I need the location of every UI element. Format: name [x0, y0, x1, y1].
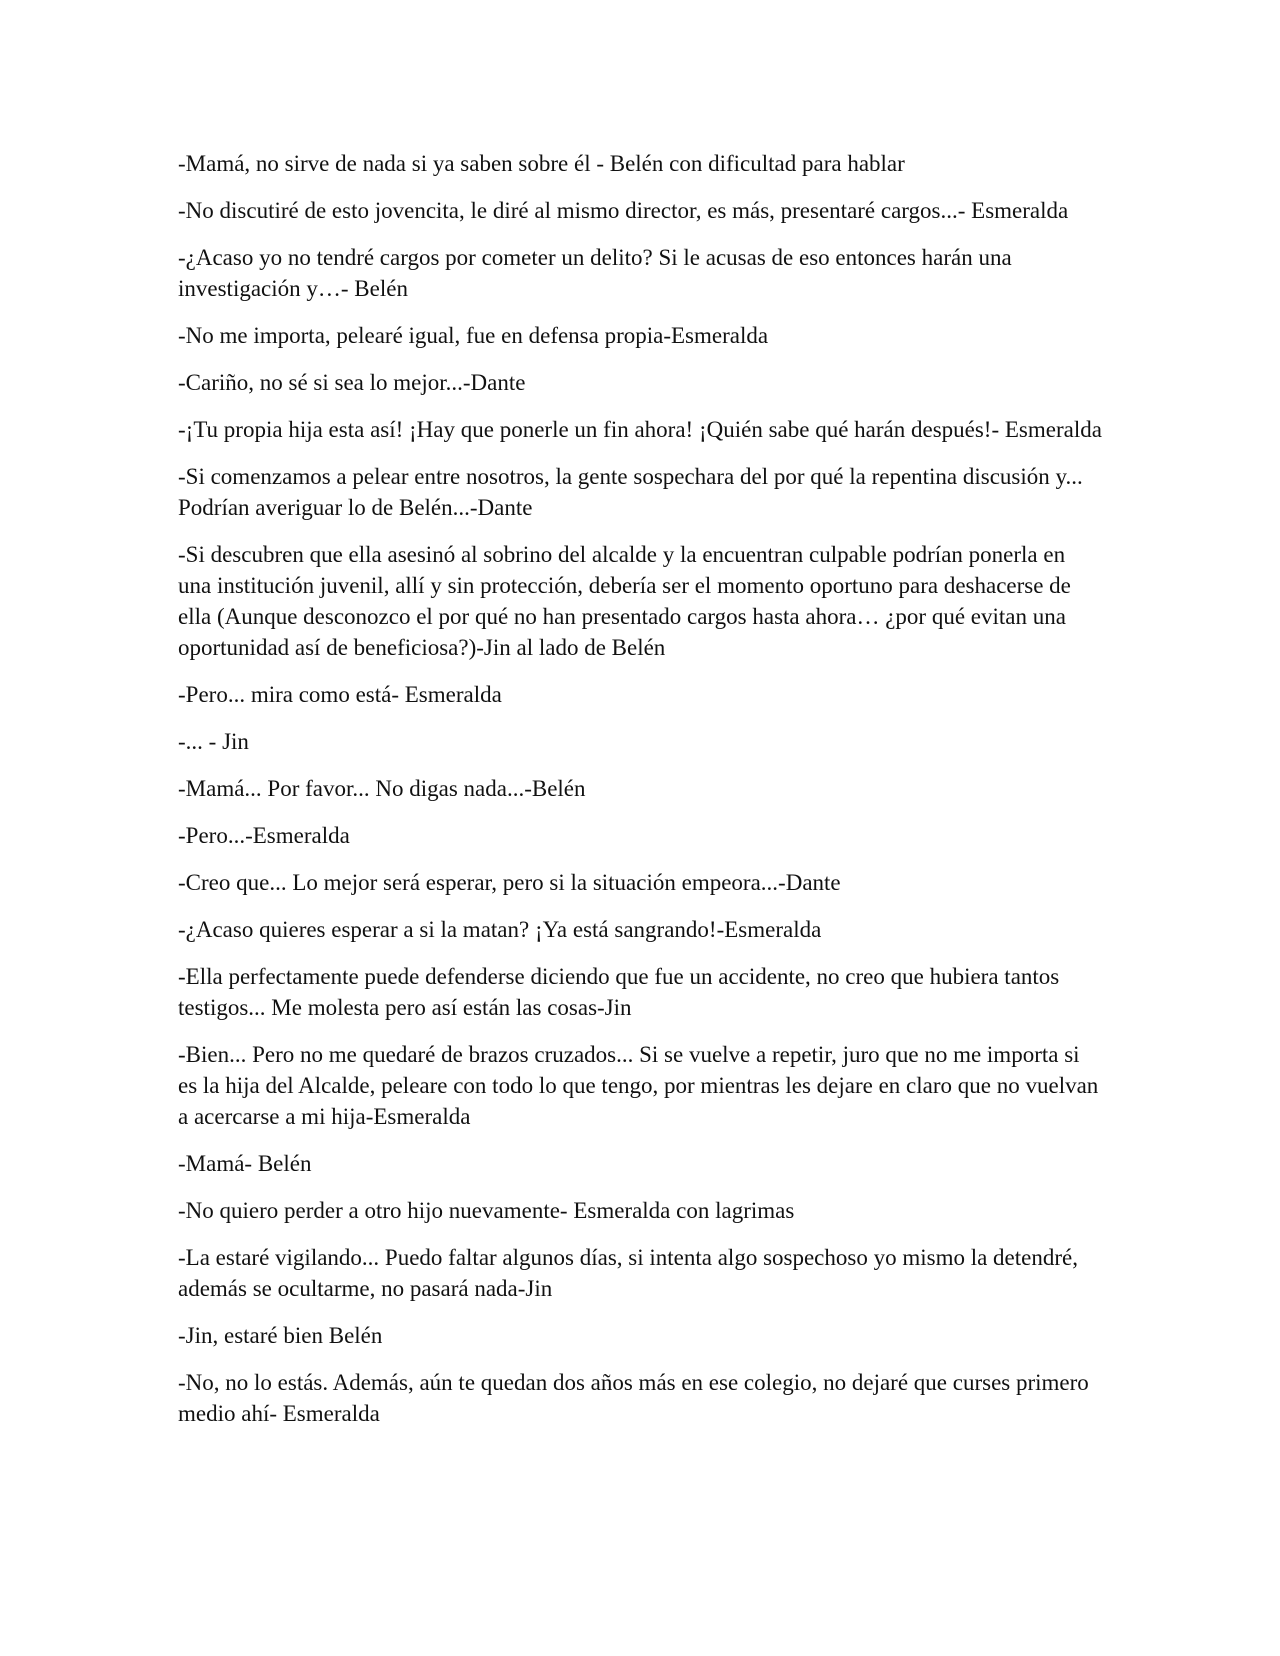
paragraph: -Mamá- Belén: [178, 1151, 312, 1176]
document-body: [178, 148, 1103, 1445]
paragraph: -Creo que... Lo mejor será esperar, pero si la situación empeora...-Dante: [178, 870, 841, 895]
paragraph: -... - Jin: [178, 729, 249, 754]
paragraph: -No me importa, pelearé igual, fue en defensa propia-Esmeralda: [178, 323, 769, 348]
paragraph: -No quiero perder a otro hijo nuevamente- Esmeralda con lagrimas: [178, 1198, 795, 1223]
paragraph: -La estaré vigilando... Puedo faltar algunos días, si intenta algo sospechoso yo mismo la detendré, además se ocultarme, no pasará nada-Jin: [178, 1245, 1078, 1301]
paragraph: -Si comenzamos a pelear entre nosotros, la gente sospechara del por qué la repentina discusión y... Podrían averiguar lo de Belén...-Dante: [178, 464, 1083, 520]
paragraph: -Cariño, no sé si sea lo mejor...-Dante: [178, 370, 526, 395]
paragraph: -Mamá... Por favor... No digas nada...-Belén: [178, 776, 586, 801]
paragraph: -No discutiré de esto jovencita, le diré al mismo director, es más, presentaré cargos...- Esmeralda: [178, 198, 1069, 223]
paragraph: -Bien... Pero no me quedaré de brazos cruzados... Si se vuelve a repetir, juro que no me importa si es la hija del Alcalde, peleare con todo lo que tengo, por mientras les dejare en claro que no vuelvan a acercarse a mi hija-Esmeralda: [178, 1042, 1099, 1129]
paragraph: -Ella perfectamente puede defenderse diciendo que fue un accidente, no creo que hubiera tantos testigos... Me molesta pero así están las cosas-Jin: [178, 964, 1060, 1020]
paragraph: -¿Acaso yo no tendré cargos por cometer un delito? Si le acusas de eso entonces harán una investigación y…- Belén: [178, 245, 1012, 301]
paragraph: -¡Tu propia hija esta así! ¡Hay que ponerle un fin ahora! ¡Quién sabe qué harán después!- Esmeralda: [178, 417, 1102, 442]
paragraph: -Pero... mira como está- Esmeralda: [178, 682, 502, 707]
paragraph: -Si descubren que ella asesinó al sobrino del alcalde y la encuentran culpable podrían ponerla en una institución juvenil, allí y sin protección, debería ser el momento oportuno para deshacerse de ella (Aunque desconozco el por qué no han presentado cargos hasta ahora… ¿por qué evitan una oportunidad así de beneficiosa?)-Jin al lado de Belén: [178, 542, 1071, 660]
paragraph: -¿Acaso quieres esperar a si la matan? ¡Ya está sangrando!-Esmeralda: [178, 917, 822, 942]
paragraph: -Mamá, no sirve de nada si ya saben sobre él - Belén con dificultad para hablar: [178, 151, 905, 176]
paragraph: -Pero...-Esmeralda: [178, 823, 350, 848]
paragraph: -Jin, estaré bien Belén: [178, 1323, 383, 1348]
paragraph: -No, no lo estás. Además, aún te quedan dos años más en ese colegio, no dejaré que curses primero medio ahí- Esmeralda: [178, 1370, 1089, 1426]
